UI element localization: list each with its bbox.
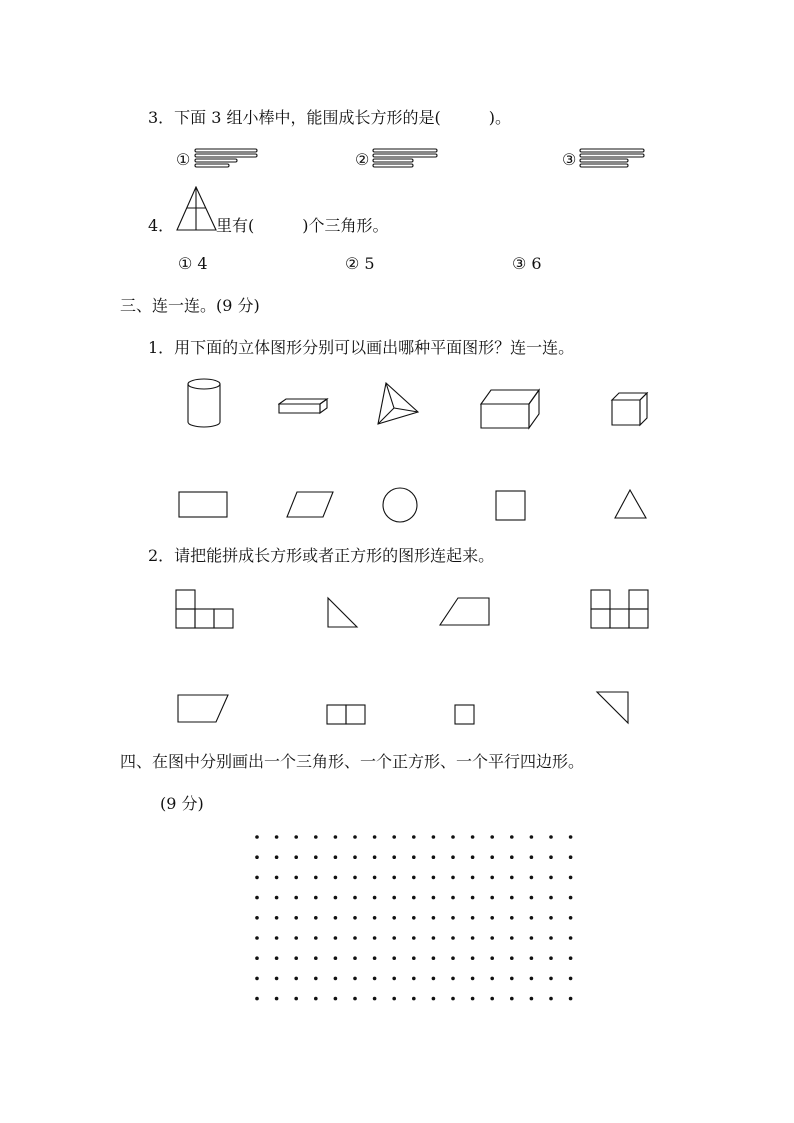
- grid-dot: [353, 876, 357, 880]
- grid-dot: [471, 977, 475, 981]
- section-3-question-2: 2．请把能拼成长方形或者正方形的图形连起来。: [148, 546, 495, 565]
- grid-dot: [432, 835, 436, 839]
- grid-dot: [392, 835, 396, 839]
- grid-dot: [530, 956, 534, 960]
- grid-dot: [255, 855, 259, 859]
- grid-dot: [471, 835, 475, 839]
- q3-option-2-label: ②: [355, 150, 370, 169]
- grid-dot: [412, 956, 416, 960]
- grid-dot: [451, 896, 455, 900]
- grid-dot: [530, 835, 534, 839]
- grid-dot: [510, 997, 514, 1001]
- grid-dot: [490, 936, 494, 940]
- grid-dot: [432, 956, 436, 960]
- grid-dot: [294, 835, 298, 839]
- grid-dot: [451, 855, 455, 859]
- grid-dot: [569, 916, 573, 920]
- grid-dot: [373, 977, 377, 981]
- grid-dot: [569, 855, 573, 859]
- grid-dot: [490, 997, 494, 1001]
- grid-dot: [353, 835, 357, 839]
- grid-dot: [412, 876, 416, 880]
- grid-dot: [451, 916, 455, 920]
- trapezoid-figure: [438, 596, 492, 628]
- grid-dot: [471, 916, 475, 920]
- q4-option-3: ③ 6: [512, 254, 542, 273]
- grid-dot: [530, 916, 534, 920]
- parallelogram-figure: [285, 490, 335, 520]
- grid-dot: [353, 916, 357, 920]
- grid-dot: [549, 855, 553, 859]
- q4-triangle-figure: [176, 186, 218, 232]
- grid-dot: [432, 896, 436, 900]
- grid-dot: [275, 855, 279, 859]
- q3-option-3-label: ③: [562, 150, 577, 169]
- grid-dot: [569, 997, 573, 1001]
- grid-dot: [392, 936, 396, 940]
- grid-dot: [530, 855, 534, 859]
- grid-dot: [471, 855, 475, 859]
- grid-dot: [294, 977, 298, 981]
- grid-dot: [275, 876, 279, 880]
- grid-dot: [569, 977, 573, 981]
- grid-dot: [549, 835, 553, 839]
- grid-dot: [255, 977, 259, 981]
- grid-dot: [373, 997, 377, 1001]
- grid-dot: [412, 916, 416, 920]
- q3-sticks-group-3: [579, 148, 649, 170]
- grid-dot: [314, 956, 318, 960]
- u-shape-squares-figure: [590, 589, 652, 631]
- grid-dot: [412, 835, 416, 839]
- grid-dot: [530, 997, 534, 1001]
- grid-dot: [373, 916, 377, 920]
- grid-dot: [549, 956, 553, 960]
- grid-dot: [392, 876, 396, 880]
- question-4-text: 里有( )个三角形。: [216, 216, 389, 235]
- grid-dot: [412, 977, 416, 981]
- square-figure: [494, 489, 528, 523]
- section-3-question-1: 1．用下面的立体图形分别可以画出哪种平面图形？连一连。: [148, 338, 575, 357]
- grid-dot: [451, 876, 455, 880]
- grid-dot: [392, 977, 396, 981]
- grid-dot: [314, 977, 318, 981]
- grid-dot: [432, 876, 436, 880]
- grid-dot: [549, 876, 553, 880]
- cuboid-figure: [278, 398, 330, 416]
- grid-dot: [412, 997, 416, 1001]
- grid-dot: [353, 977, 357, 981]
- grid-dot: [373, 896, 377, 900]
- grid-dot: [373, 936, 377, 940]
- grid-dot: [392, 916, 396, 920]
- grid-dot: [255, 916, 259, 920]
- circle-figure: [381, 487, 419, 525]
- q3-sticks-group-1: [194, 148, 264, 168]
- grid-dot: [432, 977, 436, 981]
- prism-figure: [479, 388, 541, 430]
- question-3-text: 3．下面 3 组小棒中，能围成长方形的是( )。: [148, 108, 512, 127]
- grid-dot: [275, 956, 279, 960]
- grid-dot: [530, 977, 534, 981]
- grid-dot: [314, 855, 318, 859]
- grid-dot: [275, 977, 279, 981]
- single-square-figure: [454, 704, 476, 726]
- grid-dot: [392, 855, 396, 859]
- grid-dot: [353, 956, 357, 960]
- grid-dot: [275, 896, 279, 900]
- grid-dot: [373, 855, 377, 859]
- grid-dot: [471, 896, 475, 900]
- grid-dot: [373, 835, 377, 839]
- grid-dot: [373, 876, 377, 880]
- grid-dot: [549, 977, 553, 981]
- grid-dot: [510, 855, 514, 859]
- grid-dot: [549, 936, 553, 940]
- grid-dot: [569, 956, 573, 960]
- grid-dot: [275, 997, 279, 1001]
- grid-dot: [275, 916, 279, 920]
- grid-dot: [255, 936, 259, 940]
- grid-dot: [451, 997, 455, 1001]
- question-4-number: 4．: [148, 216, 175, 235]
- grid-dot: [294, 936, 298, 940]
- grid-dot: [569, 896, 573, 900]
- grid-dot: [392, 896, 396, 900]
- grid-dot: [490, 835, 494, 839]
- rectangle-figure: [178, 490, 230, 520]
- q4-option-1: ① 4: [178, 254, 208, 273]
- triangle-figure: [613, 488, 649, 522]
- grid-dot: [432, 855, 436, 859]
- grid-dot: [412, 936, 416, 940]
- grid-dot: [314, 997, 318, 1001]
- grid-dot: [451, 936, 455, 940]
- section-4-score: (9 分): [160, 794, 204, 813]
- grid-dot: [471, 997, 475, 1001]
- grid-dot: [510, 977, 514, 981]
- grid-dot: [294, 956, 298, 960]
- grid-dot: [294, 997, 298, 1001]
- grid-dot: [490, 916, 494, 920]
- grid-dot: [275, 835, 279, 839]
- grid-dot: [510, 876, 514, 880]
- grid-dot: [294, 876, 298, 880]
- grid-dot: [510, 916, 514, 920]
- grid-dot: [334, 876, 338, 880]
- grid-dot: [412, 855, 416, 859]
- cube-figure: [610, 392, 650, 428]
- q4-option-2: ② 5: [345, 254, 375, 273]
- grid-dot: [510, 835, 514, 839]
- grid-dot: [392, 997, 396, 1001]
- grid-dot: [530, 936, 534, 940]
- grid-dot: [353, 855, 357, 859]
- grid-dot: [569, 936, 573, 940]
- section-4-title: 四、在图中分别画出一个三角形、一个正方形、一个平行四边形。: [120, 752, 585, 771]
- grid-dot: [255, 876, 259, 880]
- grid-dot: [314, 896, 318, 900]
- grid-dot: [451, 956, 455, 960]
- grid-dot: [353, 997, 357, 1001]
- grid-dot: [490, 896, 494, 900]
- grid-dot: [255, 997, 259, 1001]
- grid-dot: [510, 956, 514, 960]
- grid-dot: [451, 835, 455, 839]
- grid-dot: [432, 916, 436, 920]
- grid-dot: [549, 916, 553, 920]
- q3-sticks-group-2: [372, 148, 442, 168]
- grid-dot: [471, 876, 475, 880]
- grid-dot: [275, 936, 279, 940]
- grid-dot: [549, 997, 553, 1001]
- grid-dot: [314, 835, 318, 839]
- grid-dot: [530, 896, 534, 900]
- grid-dot: [490, 956, 494, 960]
- grid-dot: [334, 936, 338, 940]
- grid-dot: [334, 916, 338, 920]
- grid-dot: [294, 896, 298, 900]
- grid-dot: [334, 997, 338, 1001]
- grid-dot: [451, 977, 455, 981]
- grid-dot: [510, 936, 514, 940]
- grid-dot: [334, 896, 338, 900]
- grid-dot: [392, 956, 396, 960]
- grid-dot: [314, 876, 318, 880]
- grid-dot: [353, 896, 357, 900]
- grid-dot: [432, 936, 436, 940]
- grid-dot: [334, 956, 338, 960]
- grid-dot: [432, 997, 436, 1001]
- grid-dot: [569, 876, 573, 880]
- grid-dot: [412, 896, 416, 900]
- grid-dot: [373, 956, 377, 960]
- trapezoid-piece-figure: [176, 693, 232, 725]
- grid-dot: [471, 956, 475, 960]
- grid-dot: [490, 977, 494, 981]
- grid-dot: [334, 977, 338, 981]
- grid-dot: [294, 855, 298, 859]
- two-squares-figure: [326, 704, 368, 726]
- grid-dot: [490, 855, 494, 859]
- grid-dot: [490, 876, 494, 880]
- grid-dot: [530, 876, 534, 880]
- grid-dot: [334, 835, 338, 839]
- grid-dot: [510, 896, 514, 900]
- cylinder-figure: [186, 378, 224, 430]
- q3-option-1-label: ①: [176, 150, 191, 169]
- right-triangle-figure: [326, 596, 360, 630]
- grid-dot: [294, 916, 298, 920]
- section-3-title: 三、连一连。(9 分): [120, 296, 260, 315]
- grid-dot: [255, 956, 259, 960]
- grid-dot: [314, 916, 318, 920]
- grid-dot: [314, 936, 318, 940]
- grid-dot: [471, 936, 475, 940]
- grid-dot: [255, 896, 259, 900]
- grid-dot: [334, 855, 338, 859]
- triangular-pyramid-figure: [376, 382, 420, 426]
- l-shape-squares-figure: [175, 589, 237, 631]
- grid-dot: [255, 835, 259, 839]
- grid-dot: [353, 936, 357, 940]
- dot-grid[interactable]: [252, 832, 582, 1002]
- grid-dot: [549, 896, 553, 900]
- grid-dot: [569, 835, 573, 839]
- inverted-right-triangle-figure: [595, 690, 631, 726]
